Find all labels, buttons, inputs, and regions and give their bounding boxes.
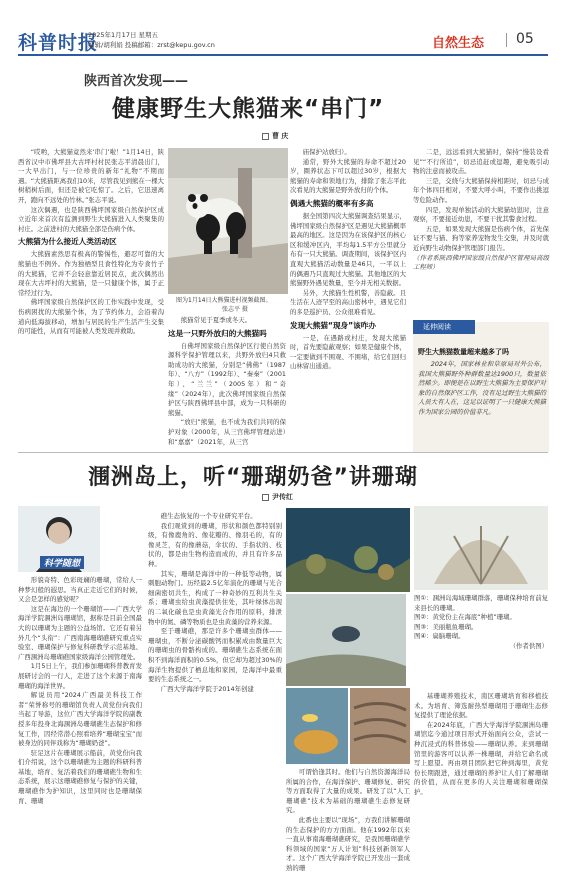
editor-line: 编辑/胡利娟 投稿邮箱：zrst@kepu.gov.cn <box>88 41 215 49</box>
article1-column-3: 庙保护站放归）。 通常，野外大熊猫的寿命不超过20岁，圈养状态下可以超过30岁，根据大熊猫的寿命和领地行为，排除了张志平此次看见的大熊猫是野外放归的个体。 偶遇大熊猫的概率有多高 据全国第四次大熊猫调查结果显示，佛坪国家级自然保护区是遇见大熊猫概率最高的地区。这是因为在该保护区的核心区和缓冲区内，平均每1.5平方公里就分布有一只大熊猫。调查期间，该保护区内直观大熊猫活动数量是46只，一平以上的偶遇乃只直观过大熊猫。其他地区的大熊猫野外遇见数量，至今并无相关数据。 另外，大熊猫生性机警，善隐蔽。且生活在人迹罕至的高山密林中，遇见它们的多是巡护员、公众很难看见。 发现大熊猫“现身”该咋办 一是，在遇路或村庄，发现大熊猫时，首先要隐蔽观察；如果是健康个体，一定要做到不围观、不围堵，给它们回归山林留出通道。 <box>290 148 406 371</box>
photo-captions: 图①：涠洲岛海域珊瑚群落，珊瑚保种培育前复来县长的珊瑚。 图②：黄党份主在海底“种植”珊瑚。 图③：美丽瓶鱼珊瑚。 图④：扁脑珊瑚。 （作者供图） <box>414 594 548 650</box>
author-box-icon <box>262 494 269 501</box>
sidebar-tag: 延伸阅读 <box>413 320 475 334</box>
subhead: 这是一只野外放归的大熊猫吗 <box>168 328 267 338</box>
article1-author: 曹 庆 <box>262 131 288 141</box>
panda-caption: 图为1月14日大熊猫进村视频截图。 <box>176 297 272 304</box>
subhead: 大熊猫为什么接近人类活动区 <box>18 237 117 247</box>
coral-photo-5 <box>414 506 548 590</box>
article1-kicker: 陕西首次发现—— <box>84 74 189 89</box>
article1-column-2: 熊猫常见于夏季或冬天。 这是一只野外放归的大熊猫吗 自佛坪国家级自然保护区行使自然资源科学保护管理以来，共野外放归4只救助成功的大熊猫，分别是“佛佛”（1987年）、“八方”（1992年）、“秦秦”（2001年）、“兰兰”（2005年）和“奇缘”（2024年），此次佛坪国家级自然保护区与陕西佛坪县中部，成为一只科研的熊猫。 “放归”熊猫，也不成为我们共同的保护对象（2000年，从三宫佛坪管理站进）和“嘉嘉”（2021年，从三宫 <box>168 316 286 446</box>
panda-image <box>168 148 288 294</box>
coral-fish-image <box>286 688 348 764</box>
panda-photo <box>168 148 288 294</box>
sidebar-content: 野生大熊猫数量超来越多了吗 2024年，国家林业和草原局对外公布，我国大熊猫野外种群数量达1900只，数量依然稀少。即便是在以野生大熊猫为主要保护对象的自然保护区工作，没有足过野生大熊猫的人员大有人在，这足以证明了一只健康大熊猫作为国家公园的价值非凡。 <box>418 348 546 416</box>
coral-image <box>286 508 410 592</box>
date-line: 2025年1月17日 星期五 <box>88 31 159 39</box>
masthead: 科普时报 <box>18 32 99 54</box>
diver-image <box>286 594 406 686</box>
coral-photo-3 <box>286 688 348 764</box>
section-title: 自然生态 <box>432 36 485 51</box>
page-header <box>0 0 564 60</box>
article2-column-2: 礁生态恢复的一个专业研究平台。 我们观赏到的珊瑚，形状和颜色都特别别级，有像鹿角的、像花瓣的、像羽毛的，有的像灵芝，有的像蘑菇，伞状的、手指状的、枝状的，都是由生物构造而成的，并且有许多品种。 其实，珊瑚是海洋中的一种低等动物，属刺胞动物门。历经最2.5亿年演化的珊瑚与光合细菌密切共生，构成了一种奇妙的互利共生关系；珊瑚虫给虫黄藻提供住处，其叶绿体出现的二氧化碳也是虫黄藻光合作用的原料，排泄物中的氮、磷等物质也是虫黄藻的营养来源。 至于珊瑚礁，那是许多个珊瑚虫群体——珊瑚虫，不断分泌碳酸钙而积累成由数量巨大的珊瑚虫的骨骼构成的。珊瑚礁生态系统在面积不到海洋面积的0.5%，但它却为超过30%的海洋生物提供了栖息地和家园，是海洋中最重要的生态系统之一。 广西大学海洋学院于2014年创建 <box>148 512 282 693</box>
article1-column-4: 二是，远远看到大熊猫时，保持“慢装设看见”“不行所追”，切忌追赶或逗趣，避免吸引动物的注意而被攻击。 三是，交绕与大熊猫保持相距时，切忌与成年个体四目相对，不要大呼小叫，不要作出挑逗等危险动作。 四是，发现单独活动的大熊猫幼崽时，注意观察，不要接近幼崽，不要干扰其警食过程。 五是，如果发现大熊猫是伤病个体，首先保证不要与猫、狗等家养宠物发生交集，并及时就近向野生动物保护管理部门报告。 （作者系陕西佛坪国家级自然保护区管理局高级工程师） <box>413 148 549 272</box>
fan-coral-image <box>414 506 548 590</box>
article2-column-1: 形貌奇特、色彩斑斓的珊瑚，常给人一种梦幻般的遐思。当真正走近它们的时候，又会是怎样的感觉呢？ 这是在海边的一个珊瑚馆——广西大学海洋学院涠洲岛珊瑚馆，据称是目前全国最大的以珊瑚为主题的公益场馆。它还有着另外几个“头衔”：广西南海珊瑚礁研究重点实验室、珊瑚保护与修复科研教学示范基地、广西涠洲岛珊瑚礁国家级海洋公园管理处。 1月5日上午，我们参加珊瑚科普教育发展研讨会的一行人，走进了这个来源于南海珊瑚的海洋世界。 解说员用“2024广西最美科技工作者”荣誉称号的珊瑚馆负责人黄党份向我们当起了导游，这位广西大学海洋学院的副教授多年投身北海涠洲岛珊瑚礁生态保护和修复工作，因经常潜心照看培养“珊瑚宝宝”而被身边的同伴戏称为“珊瑚奶爸”。 驻足这片在珊瑚展示船前，黄党份向我们介绍说，这个以珊瑚礁为主题的科研科普基地，培育、复活着我们的珊瑚礁生物和生态系统，展示这珊瑚礁修复与保护的关键，珊瑚礁作为护知识，这里同时也是珊瑚保育、珊瑚 <box>18 576 142 805</box>
article2-column-3: 可谓恰逢其时。他们与自然资源海洋局所属的合作，在海洋保护、珊瑚修复、研究等方面取得了大量的成果。研发了以“人工珊瑚礁”技术为基础的珊瑚礁生态修复研究。 此番也主要以“现场”，方我们讲解珊瑚的生态保护的方方面面。他在1992年以来一直从事南海珊瑚礁研究，是我国珊瑚礁学科领域的国家“万人计划”科技创新领军人才。这个广西大学海洋学院已开发出一套成熟的珊 <box>286 768 410 872</box>
page-number: 05 <box>516 31 534 47</box>
brain-coral-image <box>350 688 410 764</box>
coral-photo-1 <box>286 508 410 592</box>
article2-author: 尹传红 <box>262 492 293 502</box>
panda-credit: 张志平 摄 <box>222 306 248 313</box>
subhead: 偶遇大熊猫的概率有多高 <box>290 198 374 208</box>
article1-column-1: “哎哟，大熊猫竟然来‘串门’啦！”1月14日，陕西省汉中市佛坪县大古坪村村民张志平清晨出门，一大早出门，与一位珍贵的新年“礼物”不期而遇。“大熊猫距离我们10米，尽管我见到熊在一棵大树稍树后面，但还是被它吃惊了。之后，它迅速离开，跑向不远处的竹林。”张志平说。 这次偶遇，也是陕西佛坪国家级自然保护区成立近年来首次有监测到野生大熊猫进入人类聚集的村庄。之前进村的大熊猫全部是伤病个体。 大熊猫为什么接近人类活动区 大熊猫素然思有极高的警惕性，避忍可靠的大熊猫也不例外。作为独栖型且食性特化为专食竹子的大熊猫，它并不会轻意靠近居民点，此次偶然出现在大古坪村的大熊猫，是一只健康个体，属于正常经过行为。 佛坪国家级自然保护区的工作实践中发现，受伤病困扰的大熊猫个体，为了节约体力，会沿着沟道向低海拔移动，增加与居民的生产生活产生交集的可能性，从而有可能被人类发现并救助。 <box>18 148 164 336</box>
article2-column-4: 基珊瑚养殖技术，南区珊瑚培育和移植技术。为培育、筛选耐热型珊瑚用于珊瑚生态修复提供了理论依据。 在2024年底，广西大学海洋学院涠洲岛珊瑚馆迄今通过项目形式开始面向公众，尝试一种沉浸式的科普体验——珊瑚认养。来到珊瑚馆里的游客可以认养一株珊瑚，并给它命名或写上愿望。再由项目团队把它种到海里，黄党份长期跟进，通过珊瑚的养护让人们了解珊瑚的价值，从而在更多的人关注珊瑚和珊瑚保护。 <box>414 692 548 796</box>
article1-title: 健康野生大熊猫来“串门” <box>112 96 385 122</box>
author-box-icon <box>262 133 269 140</box>
coral-photo-2 <box>286 594 406 686</box>
sidebar-title: 野生大熊猫数量超来越多了吗 <box>418 348 509 356</box>
subhead: 发现大熊猫“现身”该咋办 <box>290 320 376 330</box>
header-divider <box>506 33 507 47</box>
article2-title: 涠洲岛上，听“珊瑚奶爸”讲珊瑚 <box>88 465 418 490</box>
coral-photo-4 <box>350 688 410 764</box>
header-rule <box>18 54 548 56</box>
column-label: 科学随想 <box>40 556 84 569</box>
article-divider <box>18 452 548 453</box>
